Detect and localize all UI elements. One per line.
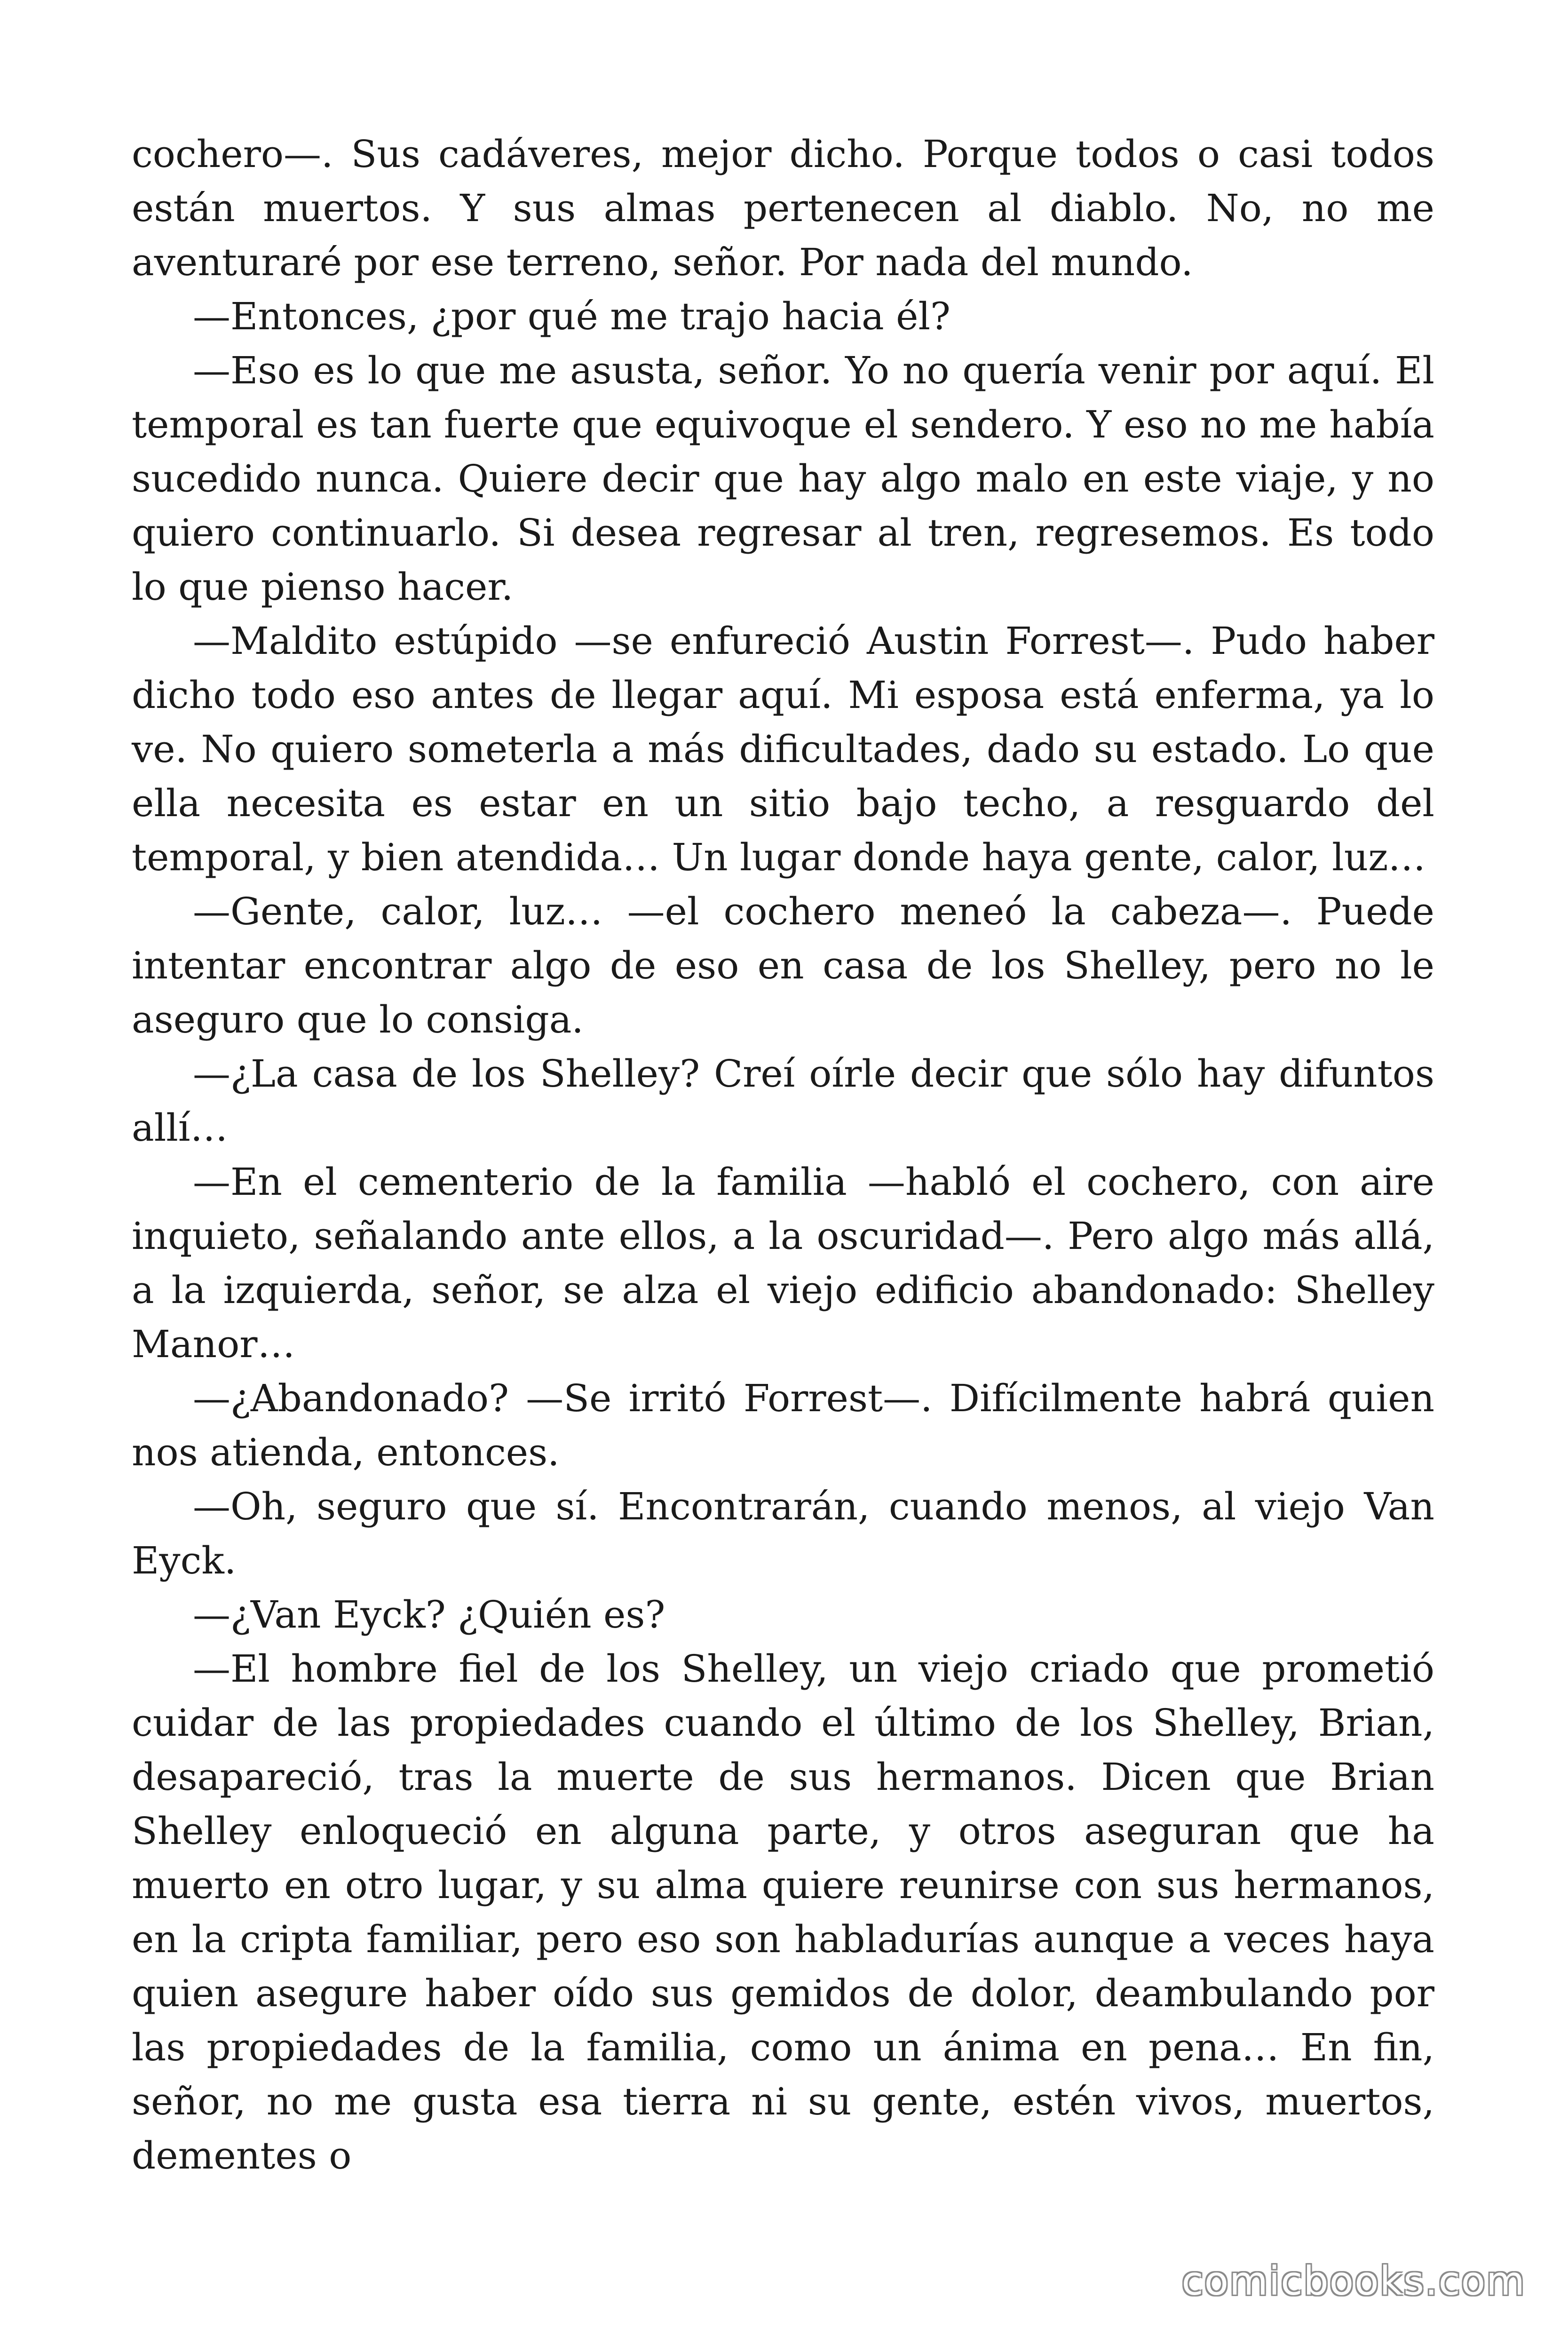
paragraph-8: —¿Abandonado? —Se irritó Forrest—. Difícilmente habrá quien nos atienda, entonces.: [132, 1376, 1434, 1474]
paragraph-11: —El hombre fiel de los Shelley, un viejo criado que prometió cuidar de las propiedades cuando el último de los Shelley, Brian, desapareció, tras la muerte de sus hermanos. Dicen que Brian Shelley enloqueció en alguna parte, y otros aseguran que ha muerto en otro lugar, y su alma quiere reunirse con sus hermanos, en la cripta familiar, pero eso son habladurías aunque a veces haya quien asegure haber oído sus gemidos de dolor, deambulando por las propiedades de la familia, como un ánima en pena… En fin, señor, no me gusta esa tierra ni su gente, estén vivos, muertos, dementes o: [132, 1647, 1434, 2177]
paragraph-10: —¿Van Eyck? ¿Quién es?: [193, 1593, 665, 1637]
paragraph-9: —Oh, seguro que sí. Encontrarán, cuando menos, al viejo Van Eyck.: [132, 1485, 1434, 1582]
paragraph-5: —Gente, calor, luz… —el cochero meneó la cabeza—. Puede intentar encontrar algo de eso en casa de los Shelley, pero no le aseguro que lo consiga.: [132, 890, 1434, 1041]
paragraph-7: —En el cementerio de la familia —habló el cochero, con aire inquieto, señalando ante ellos, a la oscuridad—. Pero algo más allá, a la izquierda, señor, se alza el viejo edificio abandonado: Shelley Manor…: [132, 1160, 1434, 1366]
paragraph-2: —Entonces, ¿por qué me trajo hacia él?: [193, 294, 950, 338]
watermark: comicbooks.com: [1181, 2258, 1526, 2304]
paragraph-1: cochero—. Sus cadáveres, mejor dicho. Porque todos o casi todos están muertos. Y sus almas pertenecen al diablo. No, no me aventuraré por ese terreno, señor. Por nada del mundo.: [132, 132, 1434, 284]
paragraph-6: —¿La casa de los Shelley? Creí oírle decir que sólo hay difuntos allí…: [132, 1052, 1434, 1150]
paragraph-4: —Maldito estúpido —se enfureció Austin Forrest—. Pudo haber dicho todo eso antes de llegar aquí. Mi esposa está enferma, ya lo ve. No quiero someterla a más dificultades, dado su estado. Lo que ella necesita es estar en un sitio bajo techo, a resguardo del temporal, y bien atendida… Un lugar donde haya gente, calor, luz…: [132, 619, 1434, 879]
page-body: [132, 127, 1434, 2183]
paragraph-3: —Eso es lo que me asusta, señor. Yo no quería venir por aquí. El temporal es tan fuerte que equivoque el sendero. Y eso no me había sucedido nunca. Quiere decir que hay algo malo en este viaje, y no quiero continuarlo. Si desea regresar al tren, regresemos. Es todo lo que pienso hacer.: [132, 349, 1434, 609]
